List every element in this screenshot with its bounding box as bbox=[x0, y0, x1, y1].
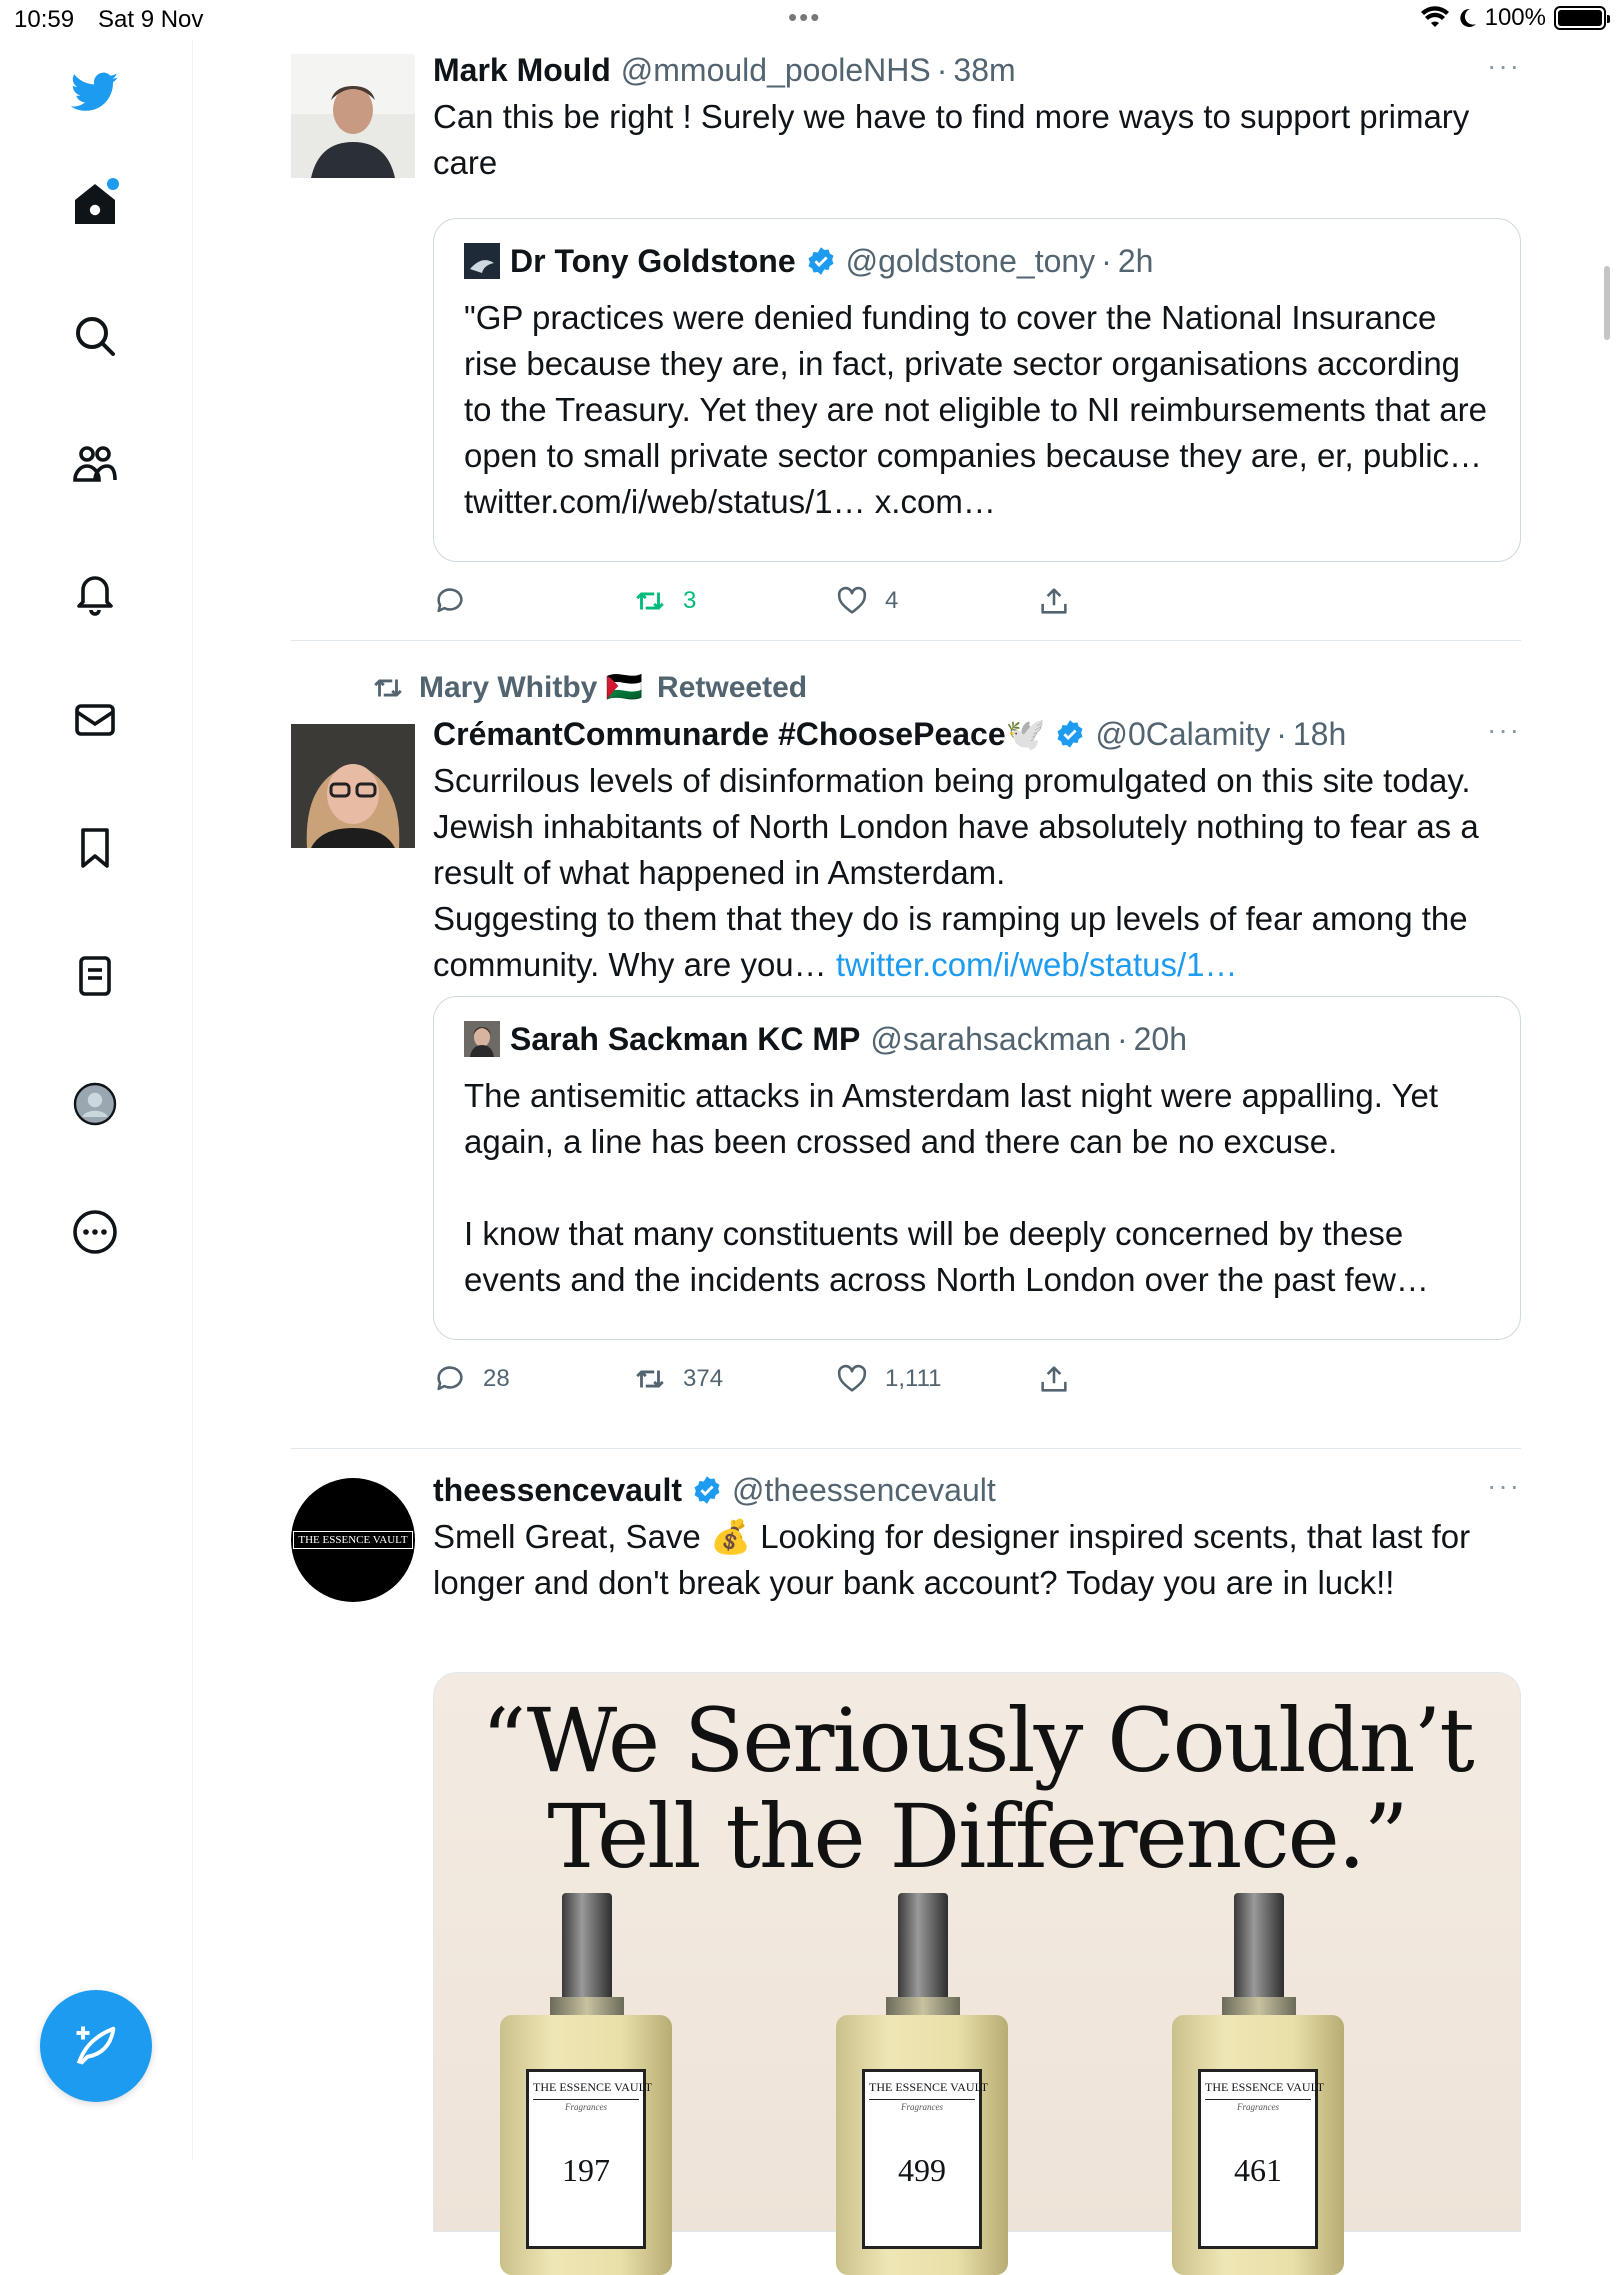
perfume-bottle bbox=[500, 1893, 672, 2253]
retweeted-by[interactable] bbox=[371, 670, 807, 705]
battery-icon bbox=[1554, 6, 1606, 30]
bottle-number: 197 bbox=[562, 2152, 610, 2188]
sidebar bbox=[0, 40, 193, 2160]
separator-dot: · bbox=[1101, 243, 1112, 279]
verified-badge-icon bbox=[1055, 719, 1085, 749]
avatar[interactable] bbox=[291, 1478, 415, 1602]
notification-dot bbox=[107, 178, 119, 190]
author-handle[interactable]: @0Calamity bbox=[1095, 716, 1271, 752]
retweet-count: 374 bbox=[683, 1365, 724, 1392]
verified-badge-icon bbox=[692, 1475, 722, 1505]
author-handle[interactable]: @mmould_pooleNHS bbox=[620, 52, 931, 88]
bottle-label bbox=[1198, 2069, 1325, 2249]
reply-button[interactable] bbox=[433, 584, 483, 618]
bottle-brand: THE ESSENCE VAULT bbox=[869, 2076, 975, 2100]
tweet-actions bbox=[433, 584, 1133, 624]
quote-time: 2h bbox=[1117, 243, 1154, 279]
quote-author-handle: @sarahsackman bbox=[870, 1021, 1111, 1057]
scrollbar[interactable] bbox=[1604, 266, 1610, 340]
bottle-label bbox=[526, 2069, 653, 2249]
quote-header bbox=[464, 1019, 1490, 1059]
tweet-header bbox=[433, 714, 1521, 754]
retweeter-name: Mary Whitby 🇵🇸 bbox=[419, 671, 644, 704]
perfume-bottle bbox=[836, 1893, 1008, 2253]
retweet-icon bbox=[633, 1362, 667, 1396]
compose-feather-icon bbox=[70, 2020, 122, 2072]
author-name[interactable]: theessencevault bbox=[433, 1472, 683, 1508]
more-options-icon[interactable]: ··· bbox=[1487, 1470, 1521, 1501]
bottle-brand-sub: Fragrances bbox=[1237, 2102, 1279, 2112]
quote-time: 20h bbox=[1133, 1021, 1187, 1057]
quoted-tweet[interactable] bbox=[433, 996, 1521, 1340]
retweet-icon bbox=[371, 671, 405, 705]
quote-avatar bbox=[464, 243, 500, 279]
tweet-header bbox=[433, 50, 1521, 90]
lists-icon[interactable] bbox=[67, 948, 123, 1004]
quote-author-name: Dr Tony Goldstone bbox=[510, 243, 796, 279]
share-button[interactable] bbox=[1037, 1362, 1071, 1396]
tweet-header bbox=[433, 1470, 1521, 1510]
status-date: Sat 9 Nov bbox=[98, 6, 204, 33]
like-count: 4 bbox=[885, 587, 899, 614]
tweet-actions bbox=[433, 1362, 1133, 1402]
quote-header bbox=[464, 241, 1490, 281]
status-time: 10:59 bbox=[14, 6, 75, 33]
avatar[interactable] bbox=[291, 724, 415, 848]
quote-text: "GP practices were denied funding to cover the National Insurance rise because they are, in fact, private sector organisations according to the Treasury. Yet they are not eligible to NI reimbursements that are open to small private sector companies because they are, er, public… twitter.com/i/web/status/1… x.com… bbox=[464, 299, 1487, 520]
reply-button[interactable] bbox=[433, 1362, 510, 1396]
heart-icon bbox=[835, 584, 869, 618]
author-name[interactable]: Mark Mould bbox=[433, 52, 611, 88]
quote-avatar bbox=[464, 1021, 500, 1057]
like-button[interactable] bbox=[835, 584, 898, 618]
bottle-number: 461 bbox=[1234, 2152, 1282, 2188]
tweet-link[interactable]: twitter.com/i/web/status/1… bbox=[835, 946, 1238, 983]
verified-badge-icon bbox=[806, 246, 836, 276]
search-icon[interactable] bbox=[67, 308, 123, 364]
like-count: 1,111 bbox=[885, 1365, 942, 1392]
retweeted-label: Retweeted bbox=[657, 670, 808, 704]
share-icon bbox=[1037, 584, 1071, 618]
retweet-icon bbox=[633, 584, 667, 618]
tweet-text-body: Scurrilous levels of disinformation being promulgated on this site today. Jewish inhabitants of North London have absolutely nothing to fear as a result of what happened in Amsterdam. Suggesting to them that they do is ramping up levels of fear among the community. Why are you… bbox=[433, 762, 1479, 983]
tweet-text bbox=[433, 758, 1521, 988]
quote-author-handle: @goldstone_tony bbox=[845, 243, 1096, 279]
perfume-bottle bbox=[1172, 1893, 1344, 2253]
retweet-button[interactable] bbox=[633, 584, 696, 618]
twitter-logo-icon[interactable] bbox=[67, 64, 123, 120]
tweet-time[interactable]: 38m bbox=[953, 52, 1016, 88]
share-button[interactable] bbox=[1037, 584, 1071, 618]
tweet-divider bbox=[291, 1448, 1521, 1449]
avatar-brand-text: THE ESSENCE VAULT bbox=[293, 1531, 412, 1549]
more-options-icon[interactable]: ··· bbox=[1487, 714, 1521, 745]
battery-fill bbox=[1558, 10, 1602, 26]
status-right bbox=[1421, 4, 1606, 32]
home-icon[interactable] bbox=[67, 176, 123, 232]
like-button[interactable] bbox=[835, 1362, 942, 1396]
messages-envelope-icon[interactable] bbox=[67, 692, 123, 748]
separator-dot: · bbox=[936, 52, 948, 88]
tweet-content bbox=[433, 1470, 1521, 2188]
tweet-divider bbox=[291, 640, 1521, 641]
reply-icon bbox=[433, 1362, 467, 1396]
avatar[interactable] bbox=[291, 54, 415, 178]
communities-icon[interactable] bbox=[67, 436, 123, 492]
ad-headline: “We Seriously Couldn’t Tell the Difference.” bbox=[481, 1689, 1473, 1888]
more-options-icon[interactable] bbox=[67, 1204, 123, 1260]
wifi-icon bbox=[1421, 7, 1449, 29]
quote-author-name: Sarah Sackman KC MP bbox=[510, 1021, 861, 1057]
share-icon bbox=[1037, 1362, 1071, 1396]
tweet-text: Smell Great, Save 💰 Looking for designer inspired scents, that last for longer and don't break your bank account? Today you are in luck!! bbox=[433, 1518, 1471, 1601]
tweet-content bbox=[433, 50, 1521, 614]
retweet-count: 3 bbox=[683, 587, 697, 614]
bottle-brand-sub: Fragrances bbox=[565, 2102, 607, 2112]
moon-icon bbox=[1457, 7, 1477, 29]
multitasking-dots-icon[interactable]: ••• bbox=[788, 2, 822, 32]
compose-tweet-button[interactable] bbox=[40, 1990, 152, 2102]
bottle-brand-sub: Fragrances bbox=[901, 2102, 943, 2112]
notifications-bell-icon[interactable] bbox=[67, 564, 123, 620]
separator-dot: · bbox=[1116, 1021, 1128, 1057]
tweet-time[interactable]: 18h bbox=[1292, 716, 1347, 752]
bottle-label bbox=[862, 2069, 989, 2249]
more-options-icon[interactable]: ··· bbox=[1487, 50, 1521, 81]
status-bar bbox=[0, 0, 1620, 40]
author-name[interactable]: CrémantCommunarde #ChoosePeace🕊️ bbox=[433, 716, 1046, 752]
bookmarks-icon[interactable] bbox=[67, 820, 123, 876]
separator-dot: · bbox=[1276, 716, 1287, 752]
reply-count: 28 bbox=[483, 1365, 510, 1392]
tweet-text: Can this be right ! Surely we have to find more ways to support primary care bbox=[433, 98, 1470, 181]
reply-icon bbox=[433, 584, 467, 618]
heart-icon bbox=[835, 1362, 869, 1396]
bottle-brand: THE ESSENCE VAULT bbox=[1205, 2076, 1311, 2100]
ad-image[interactable] bbox=[433, 1672, 1521, 2232]
retweet-button[interactable] bbox=[633, 1362, 723, 1396]
profile-avatar-icon[interactable] bbox=[67, 1076, 123, 1132]
tweet-content bbox=[433, 714, 1521, 1392]
bottle-number: 499 bbox=[898, 2152, 946, 2188]
author-handle[interactable]: @theessencevault bbox=[732, 1472, 996, 1508]
bottle-brand: THE ESSENCE VAULT bbox=[533, 2076, 639, 2100]
quoted-tweet[interactable] bbox=[433, 218, 1521, 562]
battery-percent: 100% bbox=[1484, 4, 1546, 31]
quote-text: The antisemitic attacks in Amsterdam last night were appalling. Yet again, a line has been crossed and there can be no excuse. I know that many constituents will be deeply concerned by these events and the incidents across North London over the past few… bbox=[464, 1077, 1438, 1298]
